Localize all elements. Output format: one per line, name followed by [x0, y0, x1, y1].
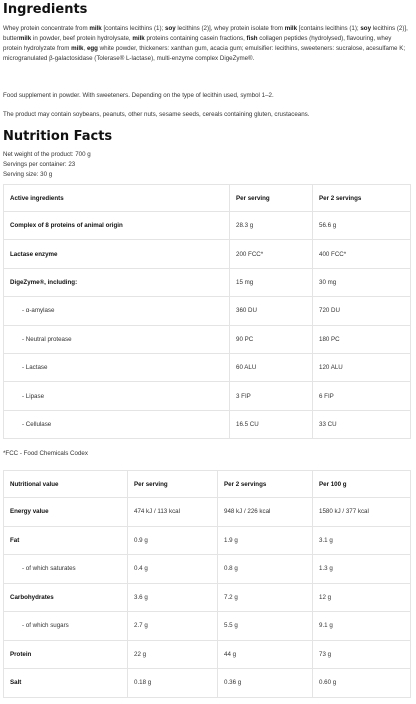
row-value: 7.2 g	[218, 583, 313, 612]
row-value: 15 mg	[230, 268, 313, 296]
table-row	[4, 240, 411, 268]
row-label: Complex of 8 proteins of animal origin	[4, 212, 230, 240]
column-header: Per serving	[230, 185, 313, 212]
serving-size: Serving size: 30 g	[3, 171, 53, 178]
row-value: 28.3 g	[230, 212, 313, 240]
row-value: 400 FCC*	[313, 240, 411, 268]
ingredient-text-segment: lecithins (2)], whey protein isolate from	[175, 25, 285, 32]
table-row	[4, 212, 411, 240]
row-value: 1580 kJ / 377 kcal	[313, 498, 411, 527]
row-value: 44 g	[218, 640, 313, 669]
ingredient-text-segment: ,	[83, 45, 87, 52]
column-header: Nutritional value	[4, 471, 128, 498]
row-label: - Neutral protease	[4, 325, 230, 353]
column-header: Per serving	[128, 471, 218, 498]
table-row	[4, 498, 411, 527]
row-value: 30 mg	[313, 268, 411, 296]
row-label: Fat	[4, 526, 128, 555]
table-row	[4, 325, 411, 353]
row-label: Carbohydrates	[4, 583, 128, 612]
table-row	[4, 353, 411, 381]
row-value: 0.4 g	[128, 555, 218, 584]
row-value: 0.18 g	[128, 669, 218, 698]
row-value: 0.60 g	[313, 669, 411, 698]
row-value: 720 DU	[313, 297, 411, 325]
row-value: 73 g	[313, 640, 411, 669]
ingredient-text-segment: lecithins (2)], butter	[3, 25, 408, 42]
table-row	[4, 410, 411, 438]
fcc-footnote: *FCC - Food Chemicals Codex	[3, 450, 88, 457]
row-value: 948 kJ / 226 kcal	[218, 498, 313, 527]
active-ingredients-table	[3, 184, 411, 439]
product-meta	[3, 150, 411, 180]
row-value: 0.8 g	[218, 555, 313, 584]
table-header-row	[4, 185, 411, 212]
row-value: 1.3 g	[313, 555, 411, 584]
row-value: 12 g	[313, 583, 411, 612]
row-value: 0.9 g	[128, 526, 218, 555]
allergen-word: milk	[284, 25, 298, 32]
row-label: DigeZyme®, including:	[4, 268, 230, 296]
ingredient-text-segment: white powder, thickeners: xanthan gum, acacia gum; emulsifier: lecithins, sweeteners: sucralose, acesulfame K; microgranulated β-galactosidase (Tolerase® L-lactase), multi-enzyme complex DigeZyme®.	[3, 45, 406, 62]
row-label: Energy value	[4, 498, 128, 527]
row-label: - Lactase	[4, 353, 230, 381]
row-value: 2.7 g	[128, 612, 218, 641]
allergen-word: soy	[360, 25, 372, 32]
allergen-word: soy	[165, 25, 176, 32]
allergen-word: fish	[246, 35, 258, 42]
net-weight: Net weight of the product: 700 g	[3, 151, 91, 158]
table-row	[4, 297, 411, 325]
servings-per-container: Servings per container: 23	[3, 161, 76, 168]
table-row	[4, 583, 411, 612]
row-value: 3 FIP	[230, 382, 313, 410]
table-row	[4, 526, 411, 555]
column-header: Active ingredients	[4, 185, 230, 212]
nutrition-facts-heading: Nutrition Facts	[3, 129, 113, 144]
row-label: - α-amylase	[4, 297, 230, 325]
row-value: 16.5 CU	[230, 410, 313, 438]
row-value: 180 PC	[313, 325, 411, 353]
row-value: 56.6 g	[313, 212, 411, 240]
table-row	[4, 555, 411, 584]
row-label: Salt	[4, 669, 128, 698]
row-label: Lactase enzyme	[4, 240, 230, 268]
row-value: 1.9 g	[218, 526, 313, 555]
row-label: - Cellulase	[4, 410, 230, 438]
allergen-word: milk	[71, 45, 84, 52]
ingredient-text-segment: Whey protein concentrate from	[3, 25, 90, 32]
table-header-row	[4, 471, 411, 498]
row-value: 3.6 g	[128, 583, 218, 612]
row-value: 22 g	[128, 640, 218, 669]
table-row	[4, 612, 411, 641]
allergen-word: egg	[86, 45, 98, 52]
column-header: Per 2 servings	[313, 185, 411, 212]
nutritional-value-table	[3, 470, 411, 698]
ingredient-text-segment: in powder, beef protein hydrolysate,	[31, 35, 133, 42]
row-value: 9.1 g	[313, 612, 411, 641]
table-row	[4, 669, 411, 698]
row-label: - of which saturates	[4, 555, 128, 584]
ingredients-text	[3, 24, 411, 64]
table-row	[4, 268, 411, 296]
row-value: 6 FIP	[313, 382, 411, 410]
allergen-word: milk	[89, 25, 102, 32]
ingredient-text-segment: collagen peptides (hydrolysed), flavouring, whey protein hydrolyzate from	[3, 35, 392, 52]
row-value: 5.5 g	[218, 612, 313, 641]
row-value: 200 FCC*	[230, 240, 313, 268]
column-header: Per 2 servings	[218, 471, 313, 498]
ingredient-text-segment: proteins containing casein fractions,	[144, 35, 247, 42]
row-value: 474 kJ / 113 kcal	[128, 498, 218, 527]
row-value: 0.36 g	[218, 669, 313, 698]
ingredient-text-segment: [contains lecithins (1);	[101, 25, 165, 32]
row-label: - Lipase	[4, 382, 230, 410]
allergen-word: milk	[132, 35, 145, 42]
row-label: - of which sugars	[4, 612, 128, 641]
ingredients-heading: Ingredients	[3, 2, 88, 17]
row-value: 120 ALU	[313, 353, 411, 381]
ingredient-text-segment: [contains lecithins (1);	[297, 25, 361, 32]
row-value: 360 DU	[230, 297, 313, 325]
allergen-word: milk	[18, 35, 32, 42]
table-row	[4, 382, 411, 410]
row-value: 90 PC	[230, 325, 313, 353]
row-value: 33 CU	[313, 410, 411, 438]
table-row	[4, 640, 411, 669]
row-value: 60 ALU	[230, 353, 313, 381]
allergen-note: The product may contain soybeans, peanuts, other nuts, sesame seeds, cereals containing gluten, crustaceans.	[3, 111, 310, 118]
row-label: Protein	[4, 640, 128, 669]
supplement-note: Food supplement in powder. With sweeteners. Depending on the type of lecithin used, symbol 1–2.	[3, 92, 274, 99]
row-value: 3.1 g	[313, 526, 411, 555]
column-header: Per 100 g	[313, 471, 411, 498]
